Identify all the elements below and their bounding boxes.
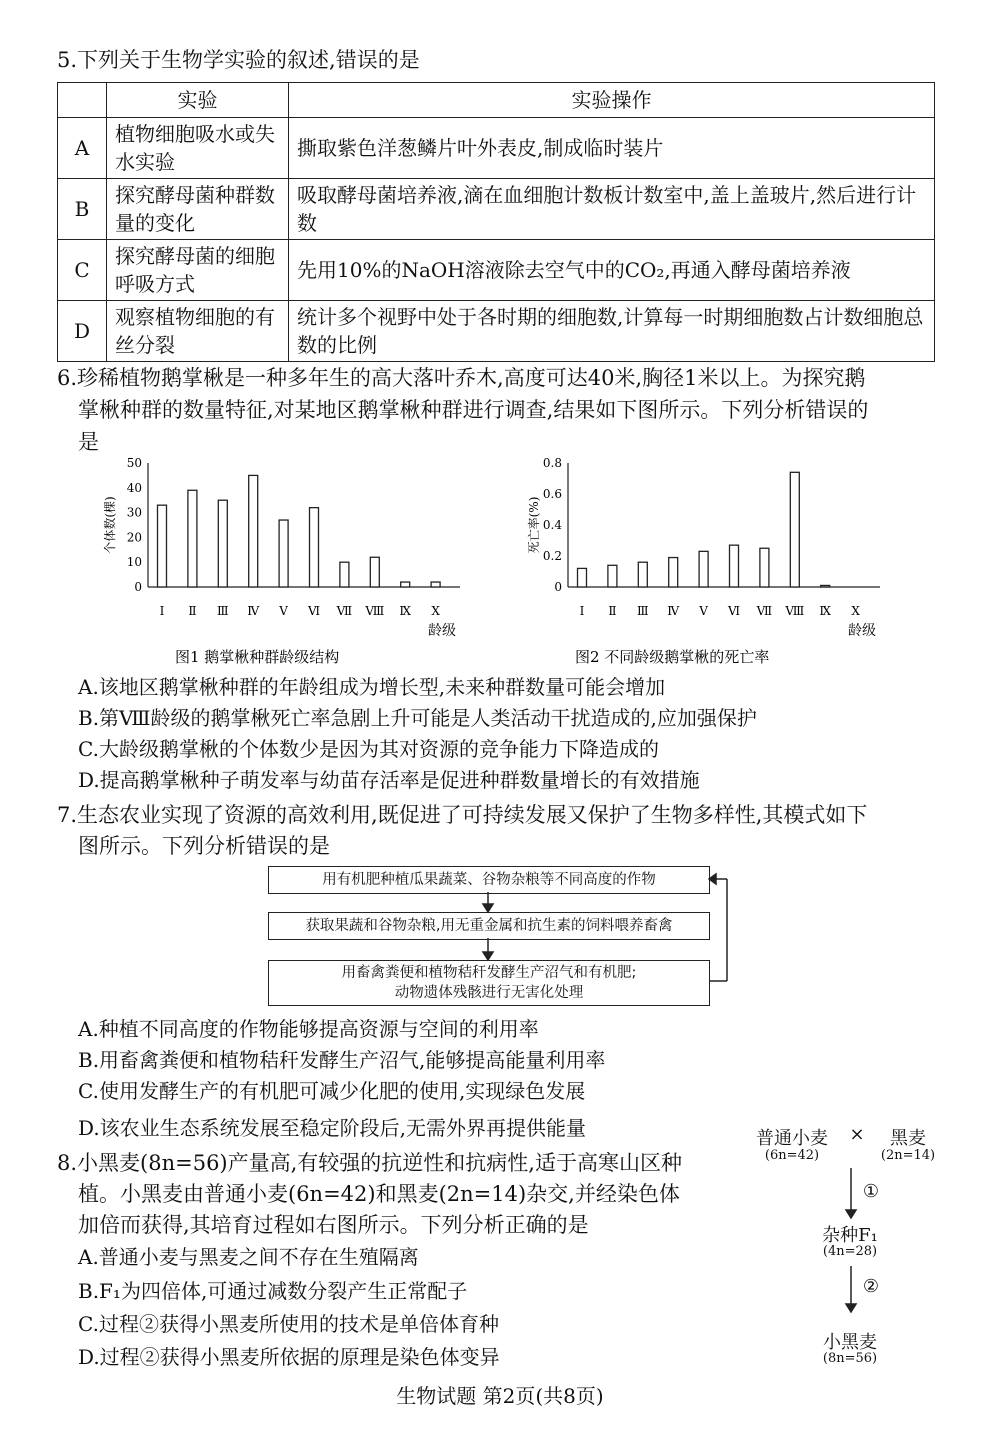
row-letter: B bbox=[58, 179, 107, 240]
q5-stem: 5.下列关于生物学实验的叙述,错误的是 bbox=[57, 48, 420, 72]
q8-option-b: B.F₁为四倍体,可通过减数分裂产生正常配子 bbox=[78, 1279, 468, 1303]
y-tick-label: 30 bbox=[126, 505, 142, 520]
row-experiment: 植物细胞吸水或失水实验 bbox=[107, 118, 289, 179]
y-tick-label: 0.8 bbox=[542, 456, 562, 470]
y-tick-label: 0.4 bbox=[542, 518, 562, 532]
y-axis-label: 个体数(棵) bbox=[103, 496, 117, 554]
q8-stem-line1: 8.小黑麦(8n=56)产量高,有较强的抗逆性和抗病性,适于高寒山区种 bbox=[57, 1151, 682, 1175]
y-tick-label: 0.6 bbox=[542, 487, 562, 501]
x-tick-label: Ⅵ bbox=[307, 604, 321, 618]
table-row bbox=[58, 240, 935, 301]
x-tick-label: Ⅱ bbox=[188, 604, 197, 618]
q8-stem-line3: 加倍而获得,其培育过程如右图所示。下列分析正确的是 bbox=[78, 1213, 589, 1237]
flow-arrows bbox=[260, 860, 740, 1010]
chart-title: 图1 鹅掌楸种群龄级结构 bbox=[175, 648, 340, 666]
q6-stem-line3: 是 bbox=[78, 430, 99, 454]
diagram-parent-rye-chromosomes: (2n=14) bbox=[880, 1148, 936, 1163]
x-tick-label: Ⅲ bbox=[217, 604, 229, 618]
x-tick-label: Ⅵ bbox=[727, 604, 741, 618]
diagram-step-2: ② bbox=[862, 1276, 880, 1297]
bar bbox=[370, 557, 379, 587]
x-tick-label: Ⅳ bbox=[667, 604, 680, 618]
x-tick-label: Ⅳ bbox=[247, 604, 260, 618]
q6-option-b: B.第Ⅷ龄级的鹅掌楸死亡率急剧上升可能是人类活动干扰造成的,应加强保护 bbox=[78, 706, 757, 730]
bar bbox=[638, 562, 647, 587]
q7-stem-line1: 7.生态农业实现了资源的高效利用,既促进了可持续发展又保护了生物多样性,其模式如下 bbox=[57, 803, 868, 827]
q5-table bbox=[57, 82, 935, 362]
x-tick-label: Ⅸ bbox=[819, 604, 831, 618]
x-tick-label: Ⅹ bbox=[851, 604, 860, 618]
q7-stem-line2: 图所示。下列分析错误的是 bbox=[78, 834, 330, 858]
diagram-arrows bbox=[840, 1168, 864, 1328]
y-tick-label: 0 bbox=[134, 580, 142, 594]
row-experiment: 探究酵母菌种群数量的变化 bbox=[107, 179, 289, 240]
table-row bbox=[58, 301, 935, 362]
chart-mortality bbox=[520, 455, 910, 670]
x-tick-label: Ⅷ bbox=[785, 604, 805, 618]
bar bbox=[699, 551, 708, 587]
x-tick-label: Ⅴ bbox=[699, 604, 708, 618]
x-axis-label: 龄级 bbox=[428, 623, 456, 639]
x-axis-label: 龄级 bbox=[848, 623, 876, 639]
flow-box-recycling-line2: 动物遗体残骸进行无害化处理 bbox=[394, 985, 584, 1001]
diagram-hybrid-f1: 杂种F₁ bbox=[822, 1225, 878, 1246]
diagram-parent-wheat-chromosomes: (6n=42) bbox=[764, 1148, 820, 1163]
x-tick-label: Ⅰ bbox=[159, 604, 165, 618]
x-tick-label: Ⅲ bbox=[637, 604, 649, 618]
row-letter: A bbox=[58, 118, 107, 179]
y-tick-label: 0 bbox=[554, 580, 562, 594]
x-tick-label: Ⅹ bbox=[431, 604, 440, 618]
bar bbox=[760, 548, 769, 587]
x-tick-label: Ⅱ bbox=[608, 604, 617, 618]
table-row bbox=[58, 179, 935, 240]
q7-option-a: A.种植不同高度的作物能够提高资源与空间的利用率 bbox=[78, 1017, 539, 1041]
header-operation: 实验操作 bbox=[289, 83, 935, 118]
q8-option-c: C.过程②获得小黑麦所使用的技术是单倍体育种 bbox=[78, 1312, 499, 1336]
bar bbox=[249, 475, 258, 587]
x-tick-label: Ⅶ bbox=[756, 604, 773, 618]
diagram-hybrid-f1-chromosomes: (4n=28) bbox=[822, 1244, 878, 1259]
row-experiment: 观察植物细胞的有丝分裂 bbox=[107, 301, 289, 362]
diagram-parent-wheat: 普通小麦 bbox=[756, 1128, 828, 1149]
x-tick-label: Ⅸ bbox=[399, 604, 411, 618]
diagram-triticale: 小黑麦 bbox=[823, 1332, 877, 1353]
row-experiment: 探究酵母菌的细胞呼吸方式 bbox=[107, 240, 289, 301]
q6-option-a: A.该地区鹅掌楸种群的年龄组成为增长型,未来种群数量可能会增加 bbox=[78, 675, 666, 699]
q8-option-d: D.过程②获得小黑麦所依据的原理是染色体变异 bbox=[78, 1345, 500, 1369]
row-letter: D bbox=[58, 301, 107, 362]
row-operation: 先用10%的NaOH溶液除去空气中的CO₂,再通入酵母菌培养液 bbox=[289, 240, 935, 301]
table-row bbox=[58, 118, 935, 179]
q7-option-b: B.用畜禽粪便和植物秸秆发酵生产沼气,能够提高能量利用率 bbox=[78, 1048, 606, 1072]
row-operation: 撕取紫色洋葱鳞片叶外表皮,制成临时装片 bbox=[289, 118, 935, 179]
q6-stem-line1: 6.珍稀植物鹅掌楸是一种多年生的高大落叶乔木,高度可达40米,胸径1米以上。为探究鹅 bbox=[57, 366, 866, 390]
header-blank bbox=[58, 83, 107, 118]
q8-stem-line2: 植。小黑麦由普通小麦(6n=42)和黑麦(2n=14)杂交,并经染色体 bbox=[78, 1182, 680, 1206]
diagram-triticale-chromosomes: (8n=56) bbox=[822, 1351, 878, 1366]
bar bbox=[158, 505, 167, 587]
row-operation: 吸取酵母菌培养液,滴在血细胞计数板计数室中,盖上盖玻片,然后进行计数 bbox=[289, 179, 935, 240]
table-header-row bbox=[58, 83, 935, 118]
chart-age-structure bbox=[100, 455, 490, 670]
bar bbox=[431, 582, 440, 587]
diagram-step-1: ① bbox=[862, 1181, 880, 1202]
bar bbox=[188, 490, 197, 587]
diagram-parent-rye: 黑麦 bbox=[890, 1128, 926, 1149]
page-footer: 生物试题 第2页(共8页) bbox=[396, 1384, 604, 1408]
q7-option-c: C.使用发酵生产的有机肥可减少化肥的使用,实现绿色发展 bbox=[78, 1079, 586, 1103]
bar bbox=[401, 582, 410, 587]
q6-option-c: C.大龄级鹅掌楸的个体数少是因为其对资源的竞争能力下降造成的 bbox=[78, 737, 659, 761]
x-tick-label: Ⅶ bbox=[336, 604, 353, 618]
diagram-cross-symbol: × bbox=[849, 1124, 865, 1145]
flow-box-feeding: 获取果蔬和谷物杂粮,用无重金属和抗生素的饲料喂养畜禽 bbox=[268, 912, 710, 940]
flow-box-planting: 用有机肥种植瓜果蔬菜、谷物杂粮等不同高度的作物 bbox=[268, 866, 710, 894]
flow-box-recycling-line1: 用畜禽粪便和植物秸秆发酵生产沼气和有机肥; bbox=[341, 965, 637, 981]
bar bbox=[669, 558, 678, 587]
x-tick-label: Ⅷ bbox=[365, 604, 385, 618]
y-tick-label: 20 bbox=[126, 530, 142, 545]
bar bbox=[790, 472, 799, 587]
y-tick-label: 50 bbox=[126, 456, 142, 470]
q7-option-d: D.该农业生态系统发展至稳定阶段后,无需外界再提供能量 bbox=[78, 1116, 587, 1140]
chart-title: 图2 不同龄级鹅掌楸的死亡率 bbox=[575, 648, 770, 666]
bar bbox=[730, 545, 739, 587]
x-tick-label: Ⅰ bbox=[579, 604, 585, 618]
header-experiment: 实验 bbox=[107, 83, 289, 118]
x-tick-label: Ⅴ bbox=[279, 604, 288, 618]
q8-option-a: A.普通小麦与黑麦之间不存在生殖隔离 bbox=[78, 1245, 419, 1269]
bar bbox=[578, 568, 587, 587]
row-operation: 统计多个视野中处于各时期的细胞数,计算每一时期细胞数占计数细胞总数的比例 bbox=[289, 301, 935, 362]
bar bbox=[310, 508, 319, 587]
bar bbox=[340, 562, 349, 587]
y-tick-label: 10 bbox=[126, 555, 142, 570]
y-tick-label: 40 bbox=[126, 480, 142, 495]
y-tick-label: 0.2 bbox=[542, 549, 562, 563]
q6-option-d: D.提高鹅掌楸种子萌发率与幼苗存活率是促进种群数量增长的有效措施 bbox=[78, 768, 700, 792]
row-letter: C bbox=[58, 240, 107, 301]
y-axis-label: 死亡率(%) bbox=[527, 496, 541, 554]
q6-stem-line2: 掌楸种群的数量特征,对某地区鹅掌楸种群进行调查,结果如下图所示。下列分析错误的 bbox=[78, 398, 869, 422]
bar bbox=[279, 520, 288, 587]
bar bbox=[608, 565, 617, 587]
bar bbox=[218, 500, 227, 587]
bar bbox=[821, 585, 830, 587]
